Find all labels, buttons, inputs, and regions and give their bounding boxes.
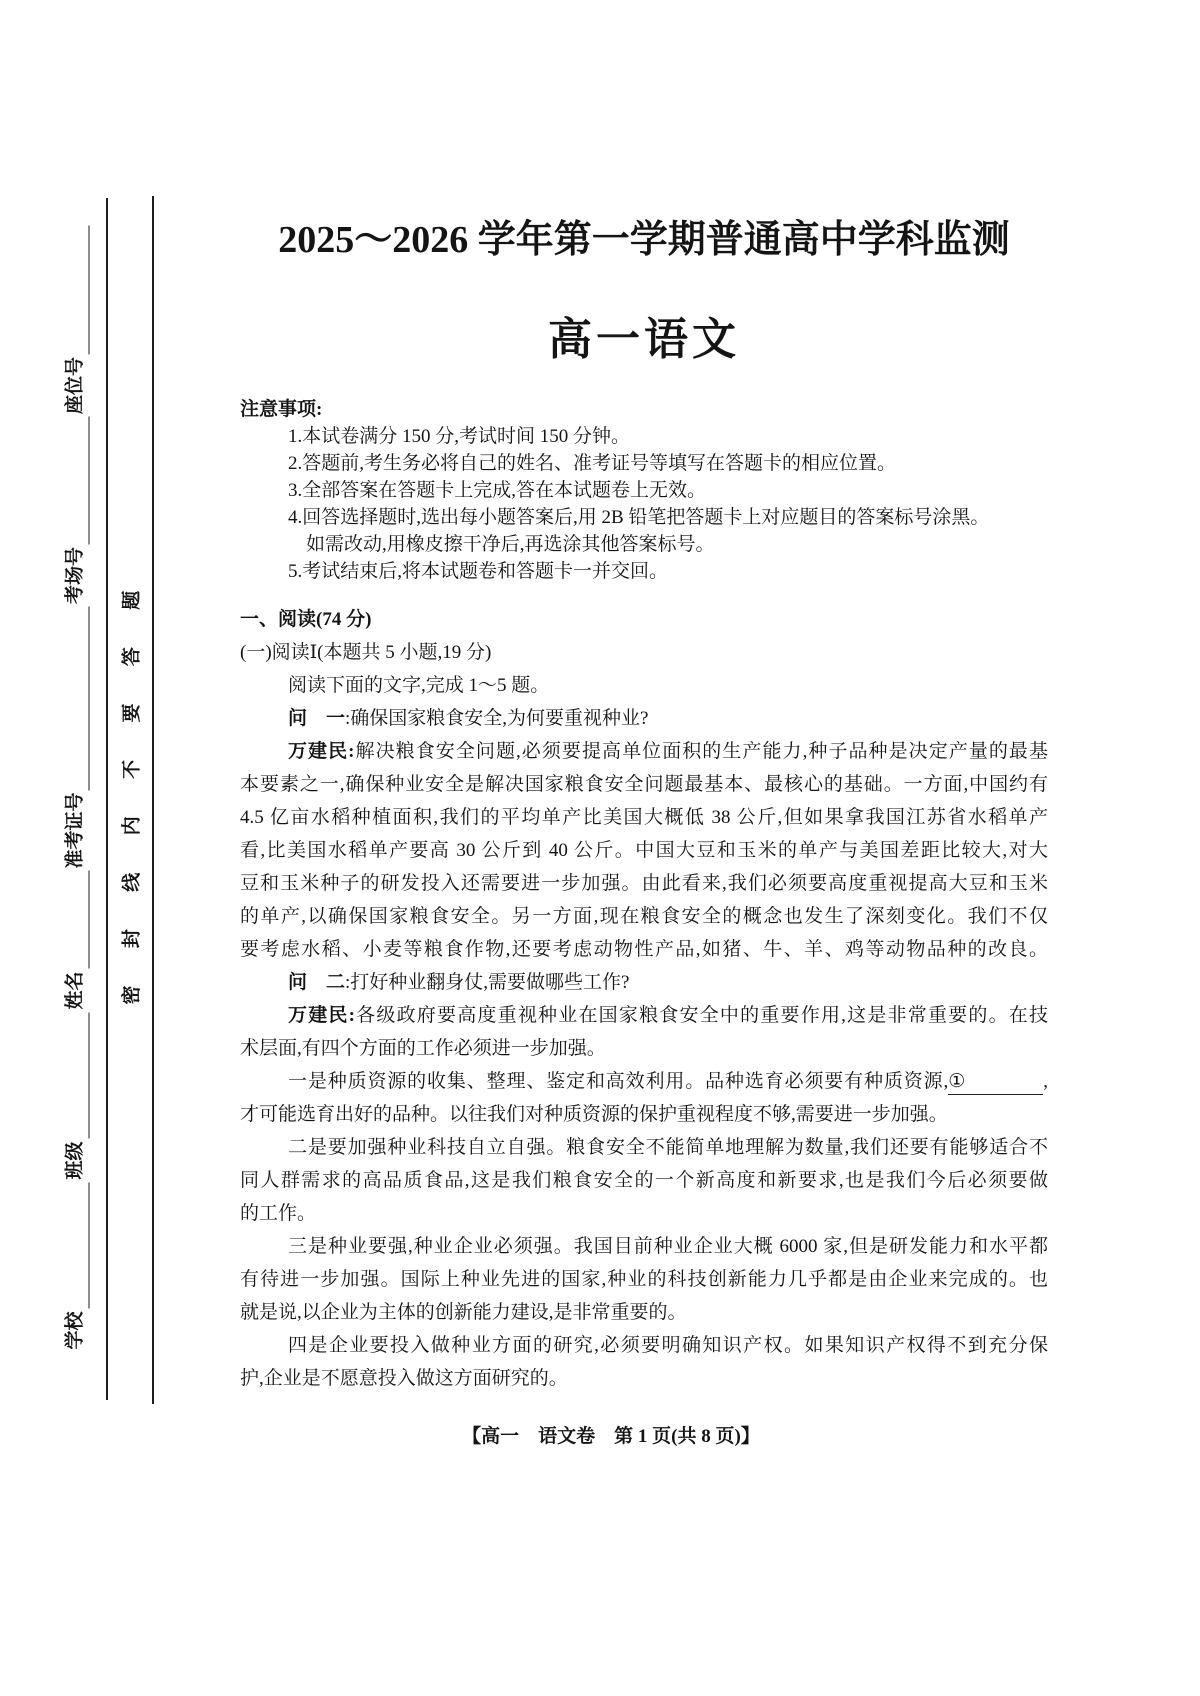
part-heading: (一)阅读Ⅰ(本题共 5 小题,19 分) xyxy=(240,642,492,663)
point-3-line: 三是种业要强,种业企业必须强。我国目前种业企业大概 6000 家,但是研发能力和水平都 xyxy=(288,1236,1048,1257)
point-1-text: 一是种质资源的收集、整理、鉴定和高效利用。品种选育必须要有种质资源, xyxy=(288,1071,949,1092)
school-blank xyxy=(62,1182,89,1308)
school-label: 学校 xyxy=(63,1311,85,1350)
speaker-name: 万建民: xyxy=(288,1005,355,1026)
answer-1-line: 要考虑水稻、小麦等粮食作物,还要考虑动物性产品,如猪、牛、羊、鸡等动物品种的改良。 xyxy=(240,939,1048,960)
reading-instruction: 阅读下面的文字,完成 1～5 题。 xyxy=(288,675,550,696)
point-2-line: 的工作。 xyxy=(240,1203,317,1224)
answer-1-line: 看,比美国水稻单产要高 30 公斤到 40 公斤。中国大豆和玉米的单产与美国差距比较大,对大 xyxy=(240,840,1048,861)
exam-room-blank xyxy=(62,416,89,544)
question-text: :打好种业翻身仗,需要做哪些工作? xyxy=(345,972,630,993)
binding-line-outer xyxy=(106,198,108,1400)
point-2-line: 二是要加强种业科技自立自强。粮食安全不能简单地理解为数量,我们还要有能够适合不 xyxy=(288,1137,1048,1158)
answer-1-line: 4.5 亿亩水稻种植面积,我们的平均单产比美国大概低 38 公斤,但如果拿我国江苏省水稻单产 xyxy=(240,807,1048,828)
answer-1-line xyxy=(240,735,1048,768)
class-blank xyxy=(62,1012,89,1138)
notice-item-continuation: 如需改动,用橡皮擦干净后,再选涂其他答案标号。 xyxy=(306,534,715,555)
exam-room-label: 考场号 xyxy=(63,546,85,604)
name-label: 姓名 xyxy=(63,971,85,1010)
point-4-line: 护,企业是不愿意投入做这方面研究的。 xyxy=(240,1368,568,1389)
subject-title: 高一语文 xyxy=(548,315,740,364)
answer-1-line: 本要素之一,确保种业安全是解决国家粮食安全问题最基本、最核心的基础。一方面,中国约有 xyxy=(240,774,1048,795)
seal-line-notice: 密封线内不要答题 xyxy=(121,553,142,1005)
notice-item: 3.全部答案在答题卡上完成,答在本试题卷上无效。 xyxy=(288,480,707,501)
section-heading: 一、阅读(74 分) xyxy=(240,609,372,630)
point-3-line: 就是说,以企业为主体的创新能力建设,是非常重要的。 xyxy=(240,1302,687,1323)
point-3-line: 有待进一步加强。国际上种业先进的国家,种业的科技创新能力几乎都是由企业来完成的。也 xyxy=(240,1269,1048,1290)
admission-no-label: 准考证号 xyxy=(63,792,85,869)
answer-text: 解决粮食安全问题,必须要提高单位面积的生产能力,种子品种是决定产量的最基 xyxy=(354,741,1048,762)
name-blank xyxy=(62,870,89,968)
exam-title: 2025～2026 学年第一学期普通高中学科监测 xyxy=(278,219,1010,261)
admission-no-blank xyxy=(62,606,89,790)
fill-in-blank-1 xyxy=(948,1070,1043,1095)
binding-line-inner xyxy=(152,196,154,1404)
question-text: :确保国家粮食安全,为何要重视种业? xyxy=(345,708,649,729)
point-2-line: 同人群需求的高品质食品,这是我们粮食安全的一个新高度和新要求,也是我们今后必须要做 xyxy=(240,1170,1048,1191)
answer-1-line: 的单产,以确保国家粮食安全。另一方面,现在粮食安全的概念也发生了深刻变化。我们不仅 xyxy=(240,906,1048,927)
question-label: 问 一 xyxy=(288,708,346,729)
answer-2-line xyxy=(240,999,1048,1032)
question-1 xyxy=(240,702,1048,735)
point-1-line xyxy=(240,1065,1048,1098)
seat-no-label: 座位号 xyxy=(63,356,85,414)
point-1-punctuation: , xyxy=(1043,1071,1048,1092)
question-label: 问 二 xyxy=(288,972,346,993)
speaker-name: 万建民: xyxy=(288,741,355,762)
point-1-line: 才可能选育出好的品种。以往我们对种质资源的保护重视程度不够,需要进一步加强。 xyxy=(240,1104,948,1125)
seat-no-blank xyxy=(62,225,89,354)
answer-text: 各级政府要高度重视种业在国家粮食安全中的重要作用,这是非常重要的。在技 xyxy=(354,1005,1048,1026)
answer-1-line: 豆和玉米种子的研发投入还需要进一步加强。由此看来,我们必须要高度重视提高大豆和玉米 xyxy=(240,873,1048,894)
notice-item: 5.考试结束后,将本试题卷和答题卡一并交回。 xyxy=(288,561,669,582)
point-4-line: 四是企业要投入做种业方面的研究,必须要明确知识产权。如果知识产权得不到充分保 xyxy=(288,1335,1048,1356)
notice-item: 4.回答选择题时,选出每小题答案后,用 2B 铅笔把答题卡上对应题目的答案标号涂黑。 xyxy=(288,507,990,528)
notice-section xyxy=(240,396,1048,585)
answer-2-line: 术层面,有四个方面的工作必须进一步加强。 xyxy=(240,1038,606,1059)
reading-section xyxy=(240,603,1048,1395)
notice-item: 1.本试卷满分 150 分,考试时间 150 分钟。 xyxy=(288,426,631,447)
blank-number: ① xyxy=(948,1071,966,1092)
question-2 xyxy=(240,966,1048,999)
student-info-fields xyxy=(57,225,89,1360)
notice-item: 2.答题前,考生务必将自己的姓名、准考证号等填写在答题卡的相应位置。 xyxy=(288,453,897,474)
class-label: 班级 xyxy=(63,1141,85,1180)
page-footer: 【高一 语文卷 第 1 页(共 8 页)】 xyxy=(462,1426,760,1447)
notice-heading: 注意事项: xyxy=(240,399,323,420)
